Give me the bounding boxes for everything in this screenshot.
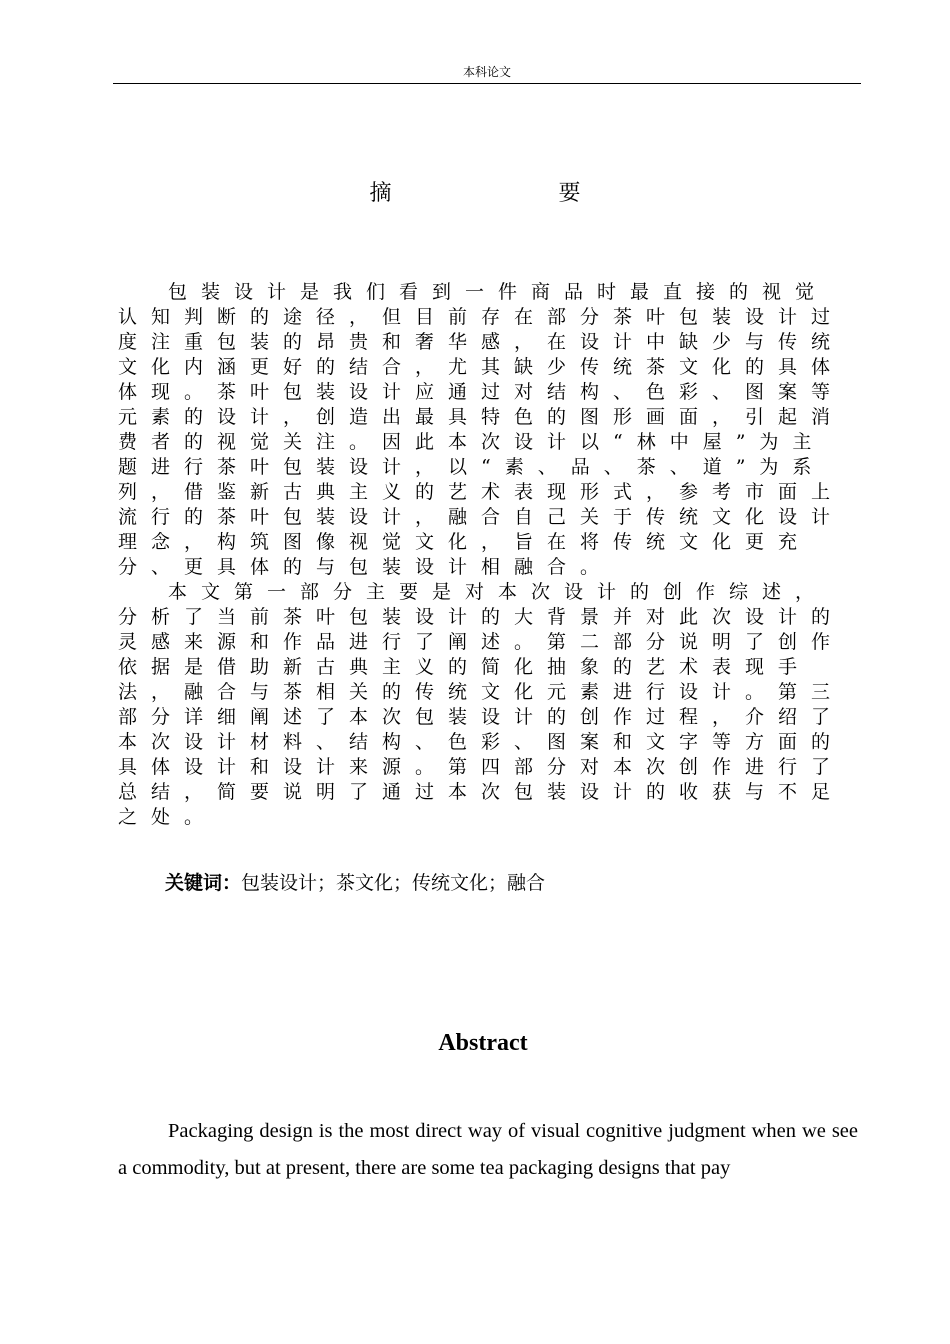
english-abstract-title: Abstract (438, 1030, 528, 1056)
keywords-line (165, 870, 545, 896)
english-abstract-paragraph: Packaging design is the most direct way of visual cognitive judgment when we see a commodity, but at present, there are some tea packaging designs that pay (118, 1120, 858, 1179)
keywords-label: 关键词： (165, 872, 242, 894)
chinese-abstract-body (118, 280, 854, 830)
chinese-abstract-paragraph-1: 包装设计是我们看到一件商品时最直接的视觉认知判断的途径，但目前存在部分茶叶包装设计过度注重包装的昂贵和奢华感，在设计中缺少与传统文化内涵更好的结合，尤其缺少传统茶文化的具体体现。茶叶包装设计应通过对结构、色彩、图案等元素的设计，创造出最具特色的图形画面，引起消费者的视觉关注。因此本次设计以“林中屋”为主题进行茶叶包装设计，以“素、品、茶、道”为系列，借鉴新古典主义的艺术表现形式，参考市面上流行的茶叶包装设计，融合自己关于传统文化设计理念，构筑图像视觉文化，旨在将传统文化更充分、更具体的与包装设计相融合。 (118, 281, 845, 578)
keywords-text: 包装设计；茶文化；传统文化；融合 (241, 872, 546, 894)
chinese-abstract-title: 摘 要 (369, 181, 661, 206)
chinese-abstract-paragraph-2: 本文第一部分主要是对本次设计的创作综述，分析了当前茶叶包装设计的大背景并对此次设计的灵感来源和作品进行了阐述。第二部分说明了创作依据是借助新古典主义的简化抽象的艺术表现手法，融合与茶相关的传统文化元素进行设计。第三部分详细阐述了本次包装设计的创作过程，介绍了本次设计材料、结构、色彩、图案和文字等方面的具体设计和设计来源。第四部分对本次创作进行了总结，简要说明了通过本次包装设计的收获与不足之处。 (118, 581, 845, 828)
header-rule (113, 83, 861, 84)
running-header: 本科论文 (462, 65, 511, 79)
